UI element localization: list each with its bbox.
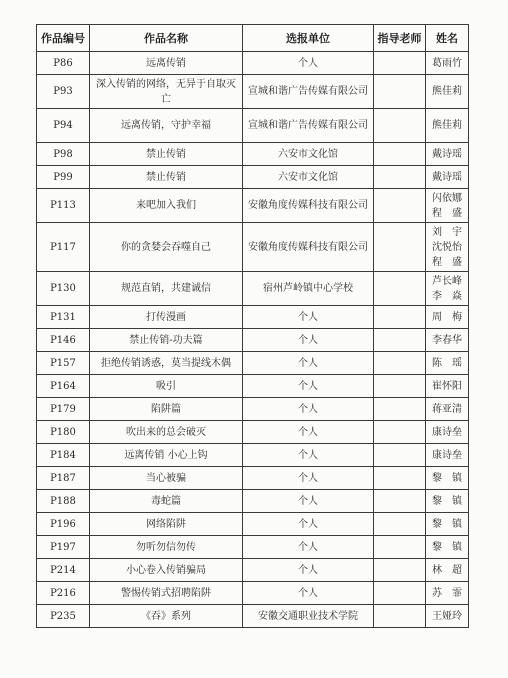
- entry-id: P197: [37, 536, 90, 559]
- entry-names: [426, 189, 469, 223]
- entry-unit: 个人: [243, 329, 374, 352]
- table-body: [37, 52, 469, 628]
- entry-names: [426, 559, 469, 582]
- entry-id: P188: [37, 490, 90, 513]
- entry-title: 吹出来的总会破灭: [90, 421, 243, 444]
- table-row: [37, 536, 469, 559]
- entry-id: P214: [37, 559, 90, 582]
- entry-name: 程 盛: [432, 256, 462, 268]
- header-name: 姓名: [426, 25, 469, 52]
- table-row: [37, 306, 469, 329]
- entry-teacher: [374, 467, 426, 490]
- entry-title: 打传漫画: [90, 306, 243, 329]
- table-row: [37, 398, 469, 421]
- entry-name: 葛雨竹: [432, 57, 462, 69]
- entry-unit: 个人: [243, 582, 374, 605]
- table-row: [37, 467, 469, 490]
- entry-name: 戴诗瑶: [432, 171, 462, 183]
- table-row: [37, 559, 469, 582]
- entry-names: [426, 352, 469, 375]
- header-teacher: 指导老师: [374, 25, 426, 52]
- entry-id: P131: [37, 306, 90, 329]
- entry-title: 远离传销: [90, 52, 243, 75]
- entry-id: P164: [37, 375, 90, 398]
- entry-names: [426, 421, 469, 444]
- entry-unit: 安徽交通职业技术学院: [243, 605, 374, 628]
- table-row: [37, 605, 469, 628]
- table-header-row: [37, 25, 469, 52]
- table-row: [37, 421, 469, 444]
- entry-teacher: [374, 582, 426, 605]
- entry-names: [426, 52, 469, 75]
- entry-teacher: [374, 223, 426, 272]
- entry-name: 蒋亚清: [432, 403, 462, 415]
- entry-unit: 六安市文化馆: [243, 166, 374, 189]
- entry-name: 黎 镇: [432, 518, 462, 530]
- entry-unit: 个人: [243, 444, 374, 467]
- table-row: [37, 352, 469, 375]
- entry-id: P180: [37, 421, 90, 444]
- entry-title: 禁止传销: [90, 166, 243, 189]
- table-row: [37, 189, 469, 223]
- entry-unit: 个人: [243, 536, 374, 559]
- entry-unit: 个人: [243, 559, 374, 582]
- entry-teacher: [374, 421, 426, 444]
- entry-name: 林 超: [432, 564, 462, 576]
- entry-name: 沈悦怡: [432, 241, 462, 253]
- entry-unit: 宣城和谐广告传媒有限公司: [243, 75, 374, 109]
- entry-names: [426, 536, 469, 559]
- table-row: [37, 109, 469, 143]
- entry-name: 黎 镇: [432, 495, 462, 507]
- entry-id: P196: [37, 513, 90, 536]
- entry-teacher: [374, 513, 426, 536]
- entry-names: [426, 490, 469, 513]
- table-row: [37, 166, 469, 189]
- entry-names: [426, 166, 469, 189]
- entry-title: 陷阱篇: [90, 398, 243, 421]
- entry-title: 勿听勿信勿传: [90, 536, 243, 559]
- entry-unit: 安徽角度传媒科技有限公司: [243, 189, 374, 223]
- entry-teacher: [374, 352, 426, 375]
- entry-name: 李春华: [432, 334, 462, 346]
- entry-names: [426, 143, 469, 166]
- entry-id: P113: [37, 189, 90, 223]
- entry-names: [426, 223, 469, 272]
- entry-name: 崔怀阳: [432, 380, 462, 392]
- entry-unit: 个人: [243, 467, 374, 490]
- table-row: [37, 52, 469, 75]
- entry-id: P99: [37, 166, 90, 189]
- entry-name: 康诗垒: [432, 449, 462, 461]
- entry-unit: 个人: [243, 306, 374, 329]
- entry-title: 禁止传销: [90, 143, 243, 166]
- entry-unit: 宿州芦岭镇中心学校: [243, 272, 374, 306]
- entry-name: 黎 镇: [432, 472, 462, 484]
- entry-unit: 个人: [243, 352, 374, 375]
- entry-teacher: [374, 398, 426, 421]
- entry-title: 远离传销，守护幸福: [90, 109, 243, 143]
- header-unit: 选报单位: [243, 25, 374, 52]
- entry-name: 陈 瑶: [432, 357, 462, 369]
- entry-unit: 个人: [243, 52, 374, 75]
- entry-title: 规范直销，共建诚信: [90, 272, 243, 306]
- table-row: [37, 329, 469, 352]
- table-row: [37, 490, 469, 513]
- entry-teacher: [374, 75, 426, 109]
- entry-unit: 六安市文化馆: [243, 143, 374, 166]
- table-row: [37, 375, 469, 398]
- entry-names: [426, 375, 469, 398]
- entry-names: [426, 109, 469, 143]
- entry-name: 闪依娜: [432, 192, 462, 204]
- entry-title: 远离传销 小心上钩: [90, 444, 243, 467]
- entry-name: 芦长峰: [432, 275, 462, 287]
- table-row: [37, 143, 469, 166]
- entry-id: P235: [37, 605, 90, 628]
- entry-name: 黎 镇: [432, 541, 462, 553]
- entry-names: [426, 272, 469, 306]
- entry-name: 康诗垒: [432, 426, 462, 438]
- entry-names: [426, 467, 469, 490]
- entry-names: [426, 605, 469, 628]
- entry-id: P146: [37, 329, 90, 352]
- entry-title: 当心被骗: [90, 467, 243, 490]
- entry-names: [426, 75, 469, 109]
- entry-name: 熊佳莉: [432, 86, 462, 97]
- entry-unit: 个人: [243, 490, 374, 513]
- entry-title: 禁止传销-功夫篇: [90, 329, 243, 352]
- entry-title: 小心卷入传销骗局: [90, 559, 243, 582]
- table-row: [37, 272, 469, 306]
- entry-name: 李 焱: [432, 290, 462, 302]
- entry-names: [426, 444, 469, 467]
- entry-name: 刘 宇: [432, 226, 462, 238]
- entries-table: [36, 24, 469, 628]
- header-title: 作品名称: [90, 25, 243, 52]
- entry-id: P117: [37, 223, 90, 272]
- entry-title: 警惕传销式招聘陷阱: [90, 582, 243, 605]
- table-row: [37, 582, 469, 605]
- entry-id: P187: [37, 467, 90, 490]
- table-row: [37, 444, 469, 467]
- entry-name: 周 梅: [432, 311, 462, 323]
- entry-teacher: [374, 605, 426, 628]
- entry-id: P93: [37, 75, 90, 109]
- entry-name: 王娅玲: [432, 610, 462, 622]
- entry-title: 拒绝传销诱惑，莫当提线木偶: [90, 352, 243, 375]
- entry-unit: 个人: [243, 421, 374, 444]
- entry-title: 来吧加入我们: [90, 189, 243, 223]
- entry-id: P216: [37, 582, 90, 605]
- entry-title: 《吞》系列: [90, 605, 243, 628]
- entry-teacher: [374, 52, 426, 75]
- entry-teacher: [374, 375, 426, 398]
- entry-unit: 个人: [243, 375, 374, 398]
- table-row: [37, 513, 469, 536]
- entry-teacher: [374, 189, 426, 223]
- entry-id: P157: [37, 352, 90, 375]
- entry-title: 毒蛇篇: [90, 490, 243, 513]
- entry-name: 程 盛: [432, 207, 462, 219]
- entry-teacher: [374, 143, 426, 166]
- entry-id: P179: [37, 398, 90, 421]
- entry-id: P86: [37, 52, 90, 75]
- entry-teacher: [374, 490, 426, 513]
- entry-unit: 个人: [243, 398, 374, 421]
- entry-title: 吸引: [90, 375, 243, 398]
- entry-title: 你的贪婪会吞噬自己: [90, 223, 243, 272]
- entry-teacher: [374, 166, 426, 189]
- entry-id: P130: [37, 272, 90, 306]
- entry-id: P184: [37, 444, 90, 467]
- entry-names: [426, 398, 469, 421]
- entry-teacher: [374, 272, 426, 306]
- entry-teacher: [374, 444, 426, 467]
- entry-name: 熊佳莉: [432, 120, 462, 131]
- entry-id: P94: [37, 109, 90, 143]
- entry-name: 苏 霏: [432, 587, 462, 599]
- entry-names: [426, 329, 469, 352]
- entry-names: [426, 513, 469, 536]
- header-id: 作品编号: [37, 25, 90, 52]
- entry-unit: 个人: [243, 513, 374, 536]
- entry-teacher: [374, 536, 426, 559]
- entry-title: 深入传销的网络，无异于自取灭亡: [90, 75, 243, 109]
- entry-id: P98: [37, 143, 90, 166]
- table-row: [37, 223, 469, 272]
- entry-teacher: [374, 329, 426, 352]
- entry-teacher: [374, 559, 426, 582]
- entry-title: 网络陷阱: [90, 513, 243, 536]
- entry-names: [426, 306, 469, 329]
- table-row: [37, 75, 469, 109]
- entry-teacher: [374, 306, 426, 329]
- entry-unit: 宣城和谐广告传媒有限公司: [243, 109, 374, 143]
- entry-unit: 安徽角度传媒科技有限公司: [243, 223, 374, 272]
- entry-name: 戴诗瑶: [432, 148, 462, 160]
- entry-teacher: [374, 109, 426, 143]
- entry-names: [426, 582, 469, 605]
